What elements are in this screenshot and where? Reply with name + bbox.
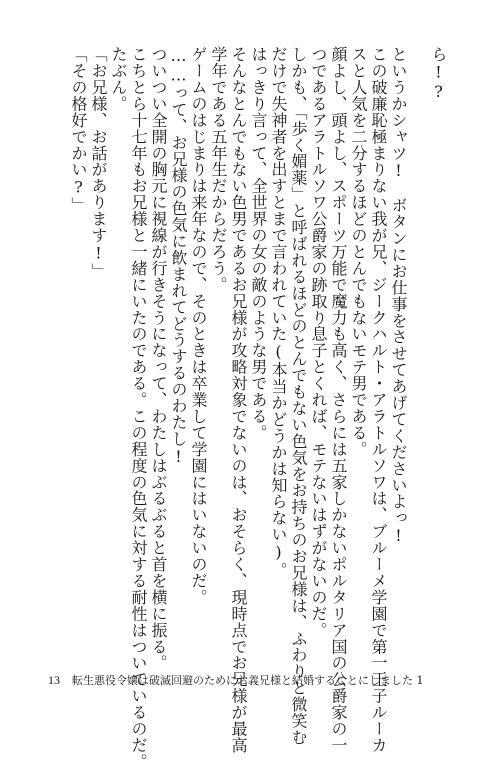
page-footer bbox=[48, 672, 424, 688]
text-line: ついつい全開の胸元に視線が行きそうになって、わたしはぶるぶると首を横に振る。 bbox=[149, 46, 168, 672]
text-line: ゲームのはじまりは来年なので、そのときは卒業して学園にはいないのだ。 bbox=[189, 46, 208, 606]
text-line: スと人気を二分するほどのとんでもないモテ男である。 bbox=[349, 46, 368, 458]
blank-line bbox=[408, 46, 428, 658]
page-number: 13 bbox=[48, 673, 60, 687]
text-line: というかシャツ! ボタンにお仕事をさせてあげてくださいよっ! bbox=[389, 46, 408, 546]
text-line: つであるアラトルソワ公爵家の跡取り息子とくれば、モテないはずがないのだ。 bbox=[309, 46, 328, 639]
text-line: たぶん。 bbox=[109, 46, 128, 112]
text-line: 学年である五年生だからだろう。 bbox=[209, 46, 228, 293]
book-title: 転生悪役令嬢は破滅回避のためにお義兄様と結婚することにしました 1 bbox=[72, 674, 424, 687]
text-line: ……って、お兄様の色気に飲まれてどうするのわたし! bbox=[169, 46, 188, 467]
text-line: そんなとんでもない色男であるお兄様が攻略対象でないのは、おそらく、現時点でお兄様が最高 bbox=[229, 46, 248, 754]
text-line: こちとら十七年もお兄様と一緒にいたのである。この程度の色気に対する耐性はついているのだ。 bbox=[129, 46, 148, 770]
text-line: この破廉恥極まりない我が兄、ジークハルト・アラトルソワは、ブルーメ学園で第一王子ルーカ bbox=[369, 46, 388, 754]
text-line: ら!? bbox=[429, 46, 448, 102]
text-line: 「お兄様、お話があります!」 bbox=[89, 46, 108, 280]
text-line: だけで失神者を出すとまで言われていた(本当かどうかは知らない)。 bbox=[269, 46, 288, 579]
text-line: しかも、「歩く媚薬」と呼ばれるほどのとんでもない色気をお持ちのお兄様は、ふわりと微笑む bbox=[289, 46, 308, 746]
text-line: 顔よし、頭よし、スポーツ万能で魔力も高く、さらには五家しかないポルタリア国の公爵家の一 bbox=[329, 46, 348, 754]
text-line: 「その格好でかい?」 bbox=[69, 46, 88, 214]
text-line: はっきり言って、全世界の女の敵のような男である。 bbox=[249, 46, 268, 441]
